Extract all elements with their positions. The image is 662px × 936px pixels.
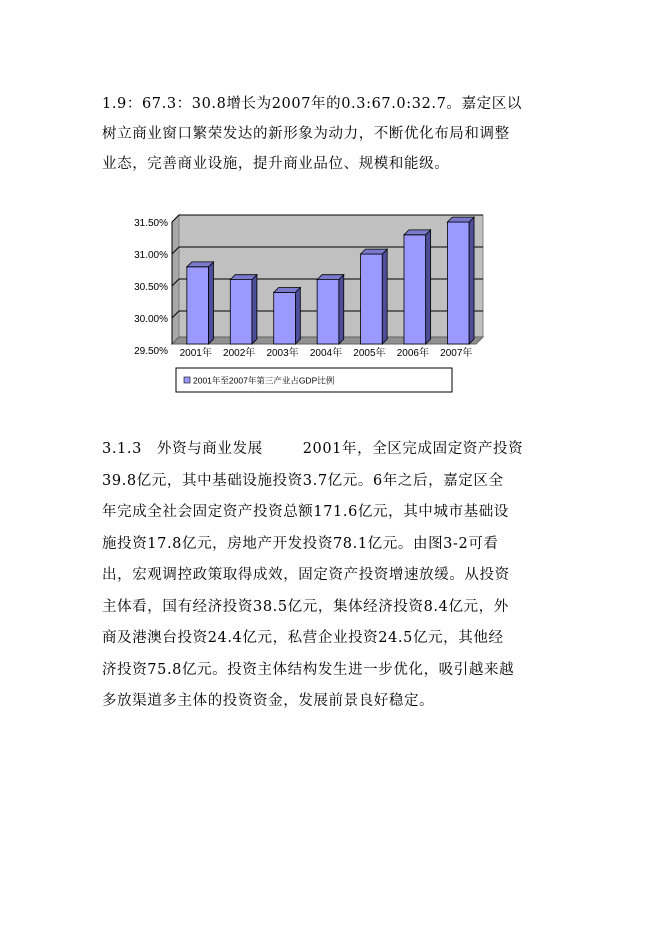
text-line: 树立商业窗口繁荣发达的新形象为动力，不断优化布局和调整 xyxy=(102,126,510,142)
bar-top xyxy=(187,262,214,267)
bar-front xyxy=(187,267,209,344)
text-line xyxy=(102,434,572,466)
text-line: 施投资17.8亿元，房地产开发投资78.1亿元。由图3-2可看 xyxy=(102,535,499,552)
bar-front xyxy=(447,222,469,344)
bar-front xyxy=(230,280,252,344)
paragraph-investment xyxy=(102,434,572,718)
bar-side xyxy=(252,275,257,344)
text-line: 39.8亿元，其中基础设施投资3.7亿元。6年之后，嘉定区全 xyxy=(102,472,504,489)
bar-top xyxy=(361,249,388,254)
bar-side xyxy=(382,249,387,344)
y-tick-label: 31.50% xyxy=(134,218,168,229)
bar-top xyxy=(230,275,257,280)
text-line: 年完成全社会固定资产投资总额171.6亿元，其中城市基础设 xyxy=(102,504,509,520)
bar-front xyxy=(274,292,296,344)
bar-side xyxy=(209,262,214,344)
bar-side xyxy=(426,230,431,344)
bar-front xyxy=(404,235,426,344)
y-tick-label: 30.00% xyxy=(134,314,168,325)
bar-top xyxy=(317,275,344,280)
text-line-content: 2001年，全区完成固定资产投资 xyxy=(302,441,524,457)
x-tick-label: 2005年 xyxy=(353,348,386,359)
bar-top xyxy=(404,230,431,235)
bar-top xyxy=(274,288,301,293)
legend-swatch xyxy=(184,377,190,383)
text-line: 1.9：67.3：30.8增长为2007年的0.3:67.0:32.7。嘉定区以 xyxy=(102,96,522,112)
x-tick-label: 2007年 xyxy=(440,348,473,359)
paragraph-industry-structure xyxy=(102,89,572,179)
bar-top xyxy=(447,217,474,222)
x-tick-label: 2006年 xyxy=(396,348,429,359)
y-tick-label: 31.00% xyxy=(134,250,168,261)
text-line: 济投资75.8亿元。投资主体结构发生进一步优化，吸引越来越 xyxy=(102,661,515,678)
tertiary-industry-gdp-chart xyxy=(128,206,490,398)
section-heading: 3.1.3 外资与商业发展 xyxy=(102,441,263,457)
x-tick-label: 2003年 xyxy=(266,348,299,359)
bar-front xyxy=(361,254,383,344)
bar-side xyxy=(295,288,300,345)
x-tick-label: 2002年 xyxy=(223,348,256,359)
text-line: 多放渠道多主体的投资资金，发展前景良好稳定。 xyxy=(102,693,435,709)
text-line: 出，宏观调控政策取得成效，固定资产投资增速放缓。从投资 xyxy=(102,567,510,583)
bar-side xyxy=(469,217,474,344)
text-line: 业态，完善商业设施，提升商业品位、规模和能级。 xyxy=(102,156,450,172)
y-tick-label: 30.50% xyxy=(134,282,168,293)
legend-label: 2001年至2007年第三产业占GDP比例 xyxy=(193,375,335,386)
text-line: 商及港澳台投资24.4亿元，私营企业投资24.5亿元，其他经 xyxy=(102,630,504,646)
bar-front xyxy=(317,280,339,344)
x-tick-label: 2001年 xyxy=(179,348,212,359)
bar-side xyxy=(339,275,344,344)
y-tick-label: 29.50% xyxy=(134,346,168,357)
text-line: 主体看，国有经济投资38.5亿元，集体经济投资8.4亿元，外 xyxy=(102,598,509,615)
chart-svg xyxy=(128,206,490,398)
x-tick-label: 2004年 xyxy=(309,348,343,359)
